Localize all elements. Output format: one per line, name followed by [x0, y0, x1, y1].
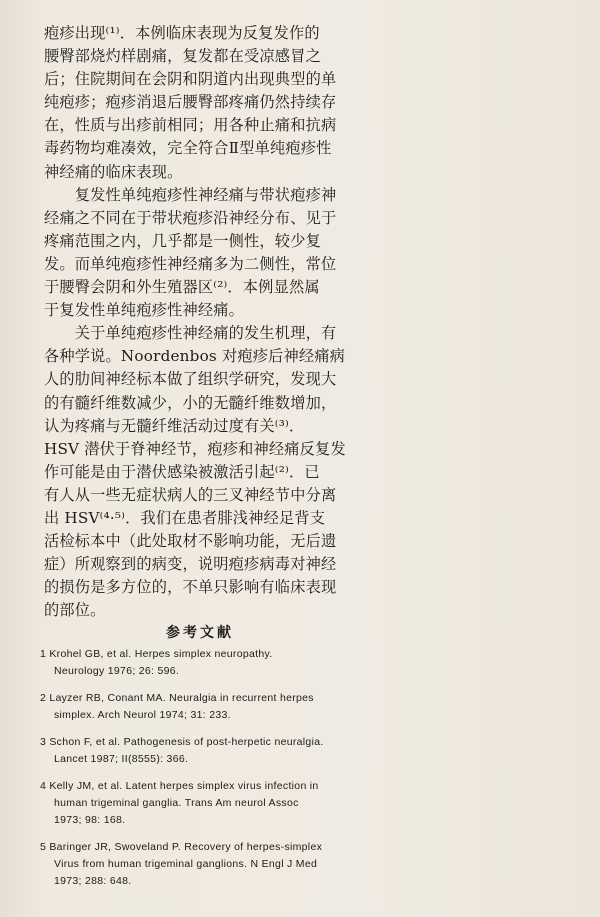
reference-item-line: 3 Schon F, et al. Pathogenesis of post-herpetic neuralgia. [40, 736, 324, 748]
article-line: 症）所观察到的病变，说明疱疹病毒对神经 [44, 555, 337, 574]
reference-spacer [40, 724, 370, 734]
reference-item-line: 1 Krohel GB, et al. Herpes simplex neuropathy. [40, 648, 273, 660]
article-line: 活检标本中（此处取材不影响功能，无后遗 [44, 532, 337, 551]
reference-item-line: human trigeminal ganglia. Trans Am neurol Assoc [54, 797, 299, 809]
reference-item-line: 5 Baringer JR, Swoveland P. Recovery of herpes-simplex [40, 841, 323, 853]
reference-item-line: 1973; 288: 648. [54, 875, 132, 887]
article-line: 各种学说。Noordenbos 对疱疹后神经痛病 [44, 347, 346, 366]
reference-spacer [40, 680, 370, 690]
article-line: 的损伤是多方位的，不单只影响有临床表现 [44, 578, 337, 597]
reference-item-line: Neurology 1976; 26: 596. [54, 665, 180, 677]
article-line: 神经痛的临床表现。 [44, 162, 183, 181]
article-line: 疱疹出现⁽¹⁾．本例临床表现为反复发作的 [44, 24, 320, 42]
article-line: 于腰臀会阴和外生殖器区⁽²⁾．本例显然属 [44, 278, 320, 297]
article-line: 于复发性单纯疱疹性神经痛。 [44, 301, 245, 320]
article-line: 的部位。 [44, 601, 106, 620]
article-line: 在，性质与出疹前相同；用各种止痛和抗病 [44, 116, 337, 135]
article-line: 腰臀部烧灼样剧痛，复发都在受凉感冒之 [44, 47, 321, 66]
references-heading: 参考文献 [166, 625, 234, 641]
reference-item-line: 2 Layzer RB, Conant MA. Neuralgia in recurrent herpes [40, 692, 314, 704]
article-line: 复发性单纯疱疹性神经痛与带状疱疹神 [44, 185, 337, 204]
reference-list [40, 646, 370, 890]
article-line: 的有髓纤维数减少，小的无髓纤维数增加， [44, 393, 337, 412]
article-line: 毒药物均难凑效，完全符合Ⅱ型单纯疱疹性 [44, 139, 332, 158]
article-line: 认为疼痛与无髓纤维活动过度有关⁽³⁾． [44, 416, 305, 435]
reference-spacer [40, 829, 370, 839]
article-line: 发。而单纯疱疹性神经痛多为二侧性，常位 [44, 254, 337, 273]
article-line: 关于单纯疱疹性神经痛的发生机理，有 [44, 324, 337, 343]
reference-item-line: 4 Kelly JM, et al. Latent herpes simplex virus infection in [40, 780, 319, 792]
article-line: 纯疱疹；疱疹消退后腰臀部疼痛仍然持续存 [44, 93, 337, 112]
article-line: 作可能是由于潜伏感染被激活引起⁽²⁾．已 [44, 462, 320, 481]
article-line: 后；住院期间在会阴和阴道内出现典型的单 [44, 70, 337, 89]
article-body [44, 22, 362, 622]
article-line: 人的肋间神经标本做了组织学研究，发现大 [44, 370, 337, 389]
reference-item-line: 1973; 98: 168. [54, 814, 126, 826]
reference-item-line: simplex. Arch Neurol 1974; 31: 233. [54, 709, 231, 721]
article-line: HSV 潜伏于脊神经节，疱疹和神经痛反复发 [44, 439, 346, 458]
reference-item-line: Virus from human trigeminal ganglions. N Engl J Med [54, 858, 318, 870]
article-line: 经痛之不同在于带状疱疹沿神经分布、见于 [44, 208, 337, 227]
article-line: 出 HSV⁽⁴·⁵⁾．我们在患者腓浅神经足背支 [44, 508, 326, 527]
article-line: 疼痛范围之内，几乎都是一侧性，较少复 [44, 231, 321, 250]
reference-spacer [40, 768, 370, 778]
reference-item-line: Lancet 1987; II(8555): 366. [54, 753, 189, 765]
article-line: 有人从一些无症状病人的三叉神经节中分离 [44, 485, 337, 504]
